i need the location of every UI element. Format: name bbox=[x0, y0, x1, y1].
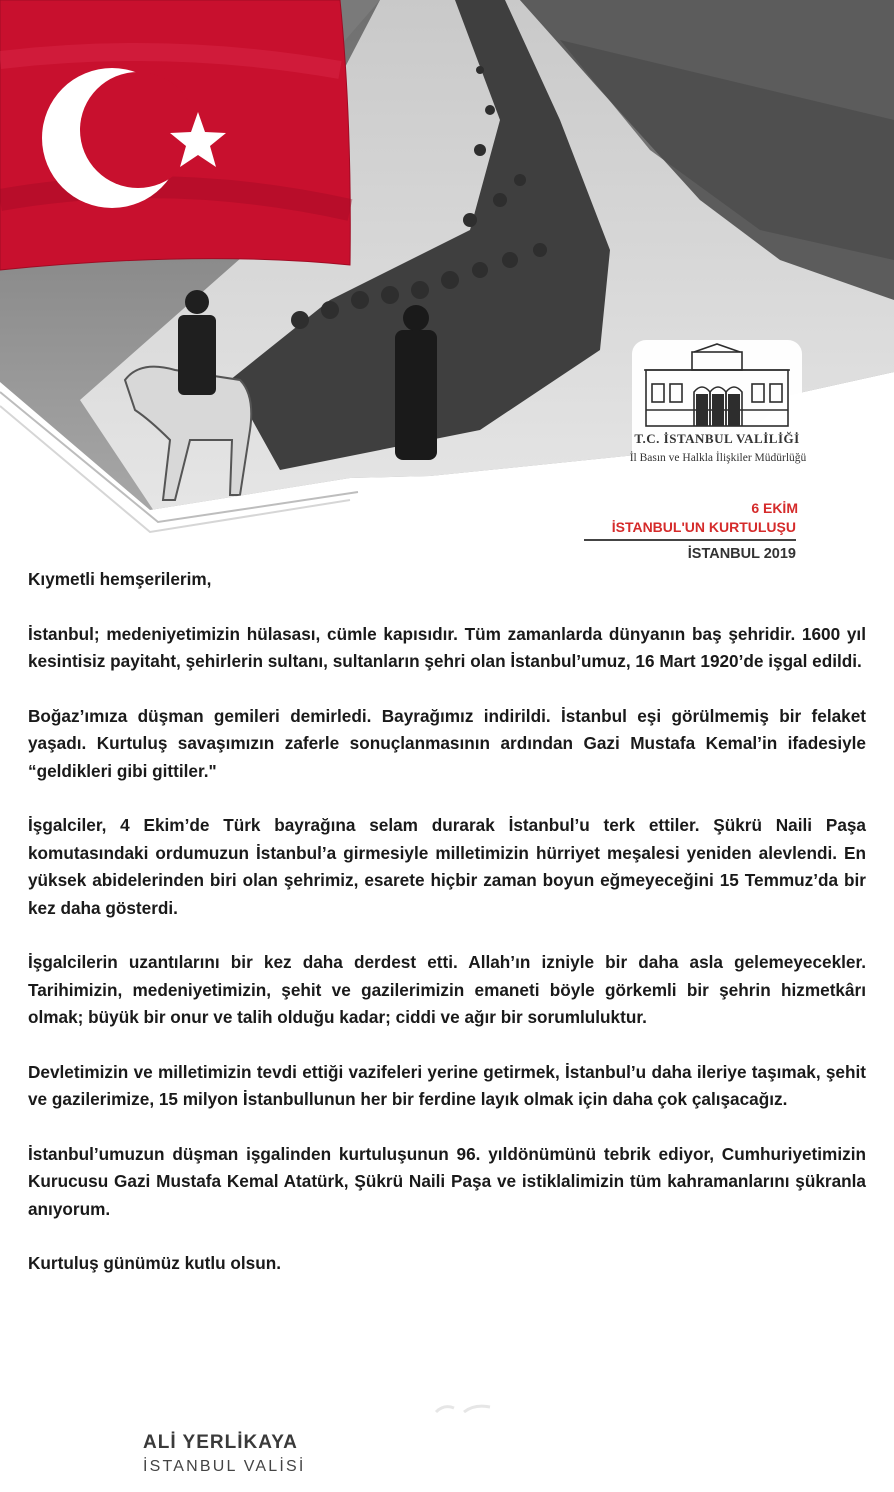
letter-greeting: Kıymetli hemşerilerim, bbox=[28, 569, 212, 589]
letter-paragraph: Boğaz’ımıza düşman gemileri demirledi. Bayrağımız indirildi. İstanbul eşi görülmemiş bir felaket yaşadı. Kurtuluş savaşımızın zaferle sonuçlanmasının ardından Gazi Mustafa Kemal’in ifadesiyle “geldikleri gibi gittiler." bbox=[28, 705, 866, 781]
turkish-flag-icon bbox=[0, 0, 350, 270]
signature-block bbox=[143, 1432, 306, 1476]
event-divider bbox=[584, 539, 796, 541]
letter-paragraph: İşgalcilerin uzantılarını bir kez daha derdest etti. Allah’ın izniyle bir daha asla gelemeyecekler. Tarihimizin, medeniyetimizin, şehit ve gazilerimizin emaneti böyle görkemli bir şehrin hizmetkârı olmak; büyük bir onur ve talih olduğu kadar; ciddi ve ağır bir sorumluluktur. bbox=[28, 952, 866, 1027]
signature-name: ALİ YERLİKAYA bbox=[143, 1432, 298, 1453]
event-title: İSTANBUL'UN KURTULUŞU bbox=[611, 519, 796, 535]
signature-title: İSTANBUL VALİSİ bbox=[143, 1458, 306, 1475]
letter-paragraph: Devletimizin ve milletimizin tevdi ettiği vazifeleri yerine getirmek, İstanbul’u daha ileriye taşımak, şehit ve gazilerimize, 15 milyon İstanbullunun her bir ferdine layık olmak için daha çok çalışacağız. bbox=[28, 1061, 866, 1109]
logo-title: T.C. İSTANBUL VALİLİĞİ bbox=[634, 431, 800, 446]
letter-paragraph: İstanbul’umuzun düşman işgalinden kurtuluşunun 96. yıldönümünü tebrik ediyor, Cumhuriyetimizin Kurucusu Gazi Mustafa Kemal Atatürk, Şükrü Naili Paşa ve istiklalimizin tüm kahramanlarını şükranla anıyorum. bbox=[28, 1143, 866, 1219]
event-year: İSTANBUL 2019 bbox=[687, 546, 796, 562]
letter-body bbox=[28, 566, 866, 1278]
event-day: 6 EKİM bbox=[751, 500, 798, 516]
logo-subtitle: İl Basın ve Halkla İlişkiler Müdürlüğü bbox=[629, 452, 807, 464]
letter-paragraph: İşgalciler, 4 Ekim’de Türk bayrağına selam durarak İstanbul’u terk ettiler. Şükrü Naili Paşa komutasındaki ordumuzun İstanbul’a girmesiyle milletimizin hürriyet meşalesi yeniden alevlendi. En yüksek abidelerinden biri olan şehrimiz, esarete hiçbir zaman boyun eğmeyeceğini 15 Temmuz’da bir kez daha gösterdi. bbox=[28, 815, 866, 918]
letter-closing: Kurtuluş günümüz kutlu olsun. bbox=[28, 1253, 282, 1273]
header-banner bbox=[0, 0, 894, 560]
letter-paragraph: İstanbul; medeniyetimizin hülasası, cümle kapısıdır. Tüm zamanlarda dünyanın baş şehridir. 1600 yıl kesintisiz payitaht, şehirlerin sultanı, sultanların şehri olan İstanbul’umuz, 16 Mart 1920’de işgal edildi. bbox=[28, 623, 866, 671]
watermark-mark bbox=[434, 1402, 494, 1416]
parade-photo bbox=[0, 0, 894, 560]
